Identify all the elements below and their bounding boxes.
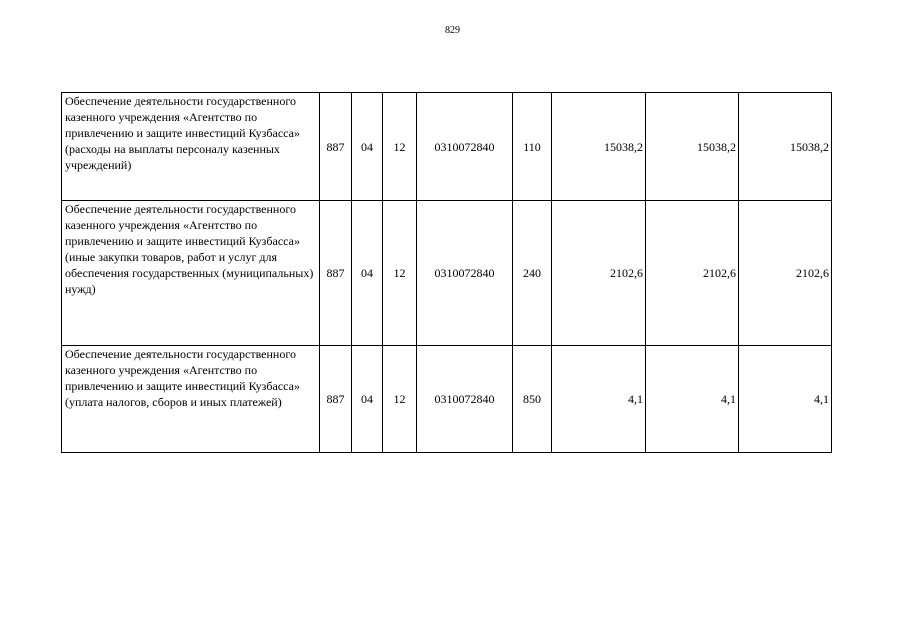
expense-type-code: 240 (513, 201, 552, 346)
ministry-code: 887 (320, 346, 352, 453)
section-code: 04 (352, 346, 383, 453)
budget-table (61, 92, 832, 453)
amount-2: 15038,2 (646, 93, 739, 201)
section-code: 04 (352, 93, 383, 201)
page-number: 829 (445, 25, 460, 36)
amount-2: 2102,6 (646, 201, 739, 346)
expense-type-code: 110 (513, 93, 552, 201)
expense-type-code: 850 (513, 346, 552, 453)
section-code: 04 (352, 201, 383, 346)
ministry-code: 887 (320, 201, 352, 346)
amount-3: 4,1 (739, 346, 832, 453)
row-description: Обеспечение деятельности государственного казенного учреждения «Агентство по привлечению и защите инвестиций Кузбасса» (уплата налогов, сборов и иных платежей) (62, 346, 320, 453)
row-description: Обеспечение деятельности государственного казенного учреждения «Агентство по привлечению и защите инвестиций Кузбасса» (иные закупки товаров, работ и услуг для обеспечения государственных (муниципальных) нужд) (62, 201, 320, 346)
amount-1: 2102,6 (552, 201, 646, 346)
ministry-code: 887 (320, 93, 352, 201)
row-description: Обеспечение деятельности государственного казенного учреждения «Агентство по привлечению и защите инвестиций Кузбасса» (расходы на выплаты персоналу казенных учреждений) (62, 93, 320, 201)
amount-1: 15038,2 (552, 93, 646, 201)
subsection-code: 12 (383, 201, 417, 346)
amount-3: 2102,6 (739, 201, 832, 346)
table-row (62, 346, 832, 453)
table-row (62, 93, 832, 201)
subsection-code: 12 (383, 346, 417, 453)
target-article-code: 0310072840 (417, 346, 513, 453)
subsection-code: 12 (383, 93, 417, 201)
amount-1: 4,1 (552, 346, 646, 453)
table-row (62, 201, 832, 346)
target-article-code: 0310072840 (417, 201, 513, 346)
amount-2: 4,1 (646, 346, 739, 453)
amount-3: 15038,2 (739, 93, 832, 201)
target-article-code: 0310072840 (417, 93, 513, 201)
